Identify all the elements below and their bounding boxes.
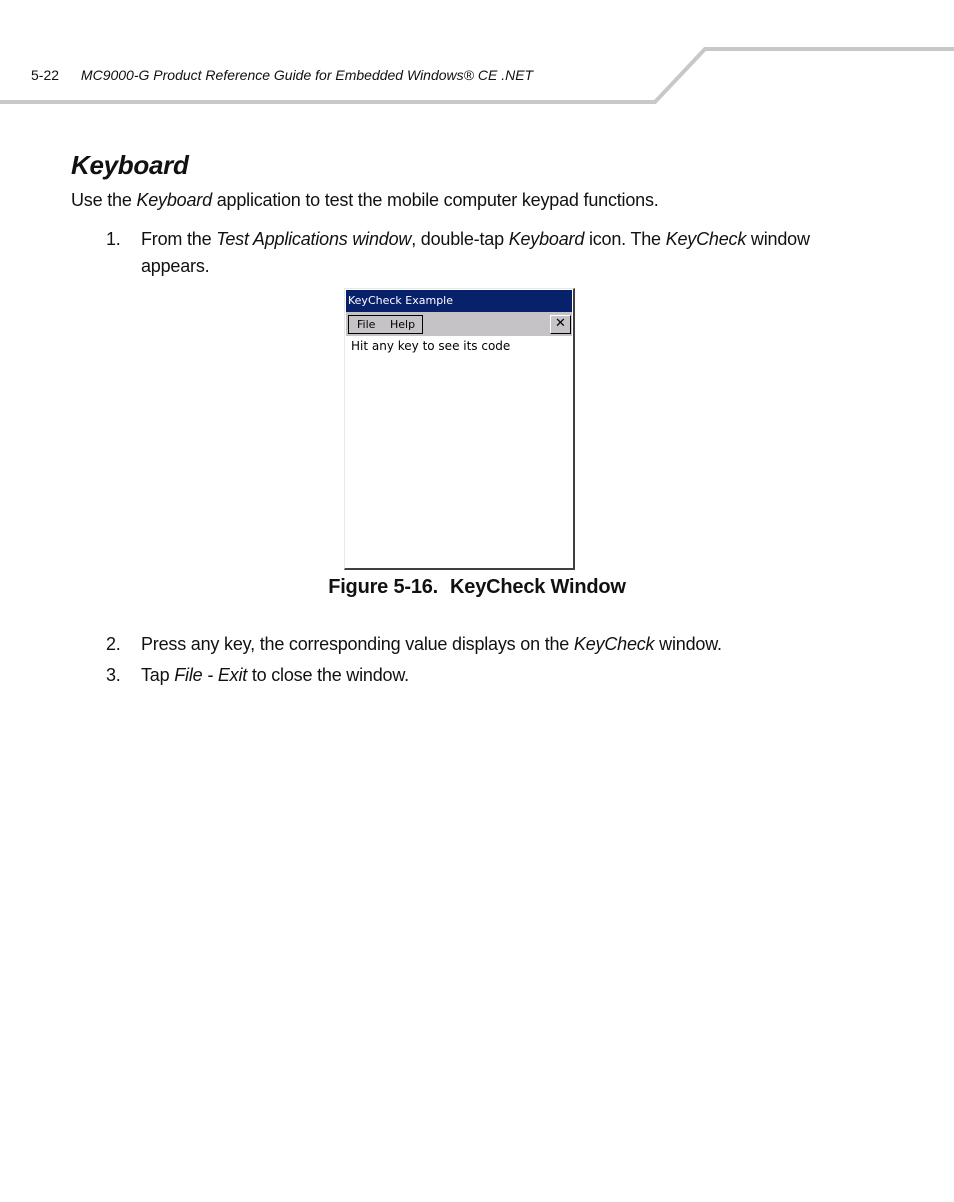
running-header [31, 67, 533, 83]
window-title-bar: KeyCheck Example [346, 290, 572, 312]
step-number: 1. [106, 229, 121, 249]
figure-title: KeyCheck Window [450, 576, 626, 598]
step-text [141, 662, 409, 689]
step-emphasis: Test Applications window [216, 229, 412, 249]
step-line-2: appears. [141, 256, 210, 276]
step-emphasis: Keyboard [508, 229, 585, 249]
step-text-part: icon. The [584, 229, 666, 249]
step-emphasis: KeyCheck [665, 229, 747, 249]
menu-help[interactable]: Help [390, 318, 416, 331]
header-rule-art [0, 0, 954, 110]
step-text [141, 631, 722, 658]
step-line [141, 226, 810, 253]
step-text [141, 226, 810, 280]
step-text-part: window. [654, 634, 722, 654]
page-number: 5-22 [31, 67, 60, 83]
intro-text-1: Use the [71, 190, 137, 210]
step-emphasis: File - Exit [174, 665, 248, 685]
step-number: 3. [106, 665, 121, 685]
figure-caption [0, 576, 954, 599]
window-menu-bar [346, 312, 572, 336]
guide-title: MC9000-G Product Reference Guide for Embedded Windows® CE .NET [80, 67, 534, 83]
intro-paragraph [71, 187, 659, 214]
step-emphasis: KeyCheck [573, 634, 655, 654]
step-text-part: to close the window. [247, 665, 409, 685]
menu-file[interactable]: File [357, 318, 376, 331]
step-number: 2. [106, 634, 121, 654]
keycheck-window-screenshot [344, 288, 575, 570]
intro-text-2: application to test the mobile computer keypad functions. [211, 190, 659, 210]
step-text-part: Tap [141, 665, 175, 685]
step-text-part: , double-tap [411, 229, 509, 249]
menu-group [348, 315, 423, 334]
step-text-part: window [746, 229, 810, 249]
figure-number: Figure 5-16. [328, 576, 439, 598]
window-content-text: Hit any key to see its code [351, 339, 511, 353]
intro-app-name: Keyboard [136, 190, 212, 210]
step-text-part: Press any key, the corresponding value displays on the [141, 634, 574, 654]
step-text-part: From the [141, 229, 217, 249]
section-title: Keyboard [71, 150, 189, 180]
close-icon[interactable]: ✕ [550, 315, 571, 334]
